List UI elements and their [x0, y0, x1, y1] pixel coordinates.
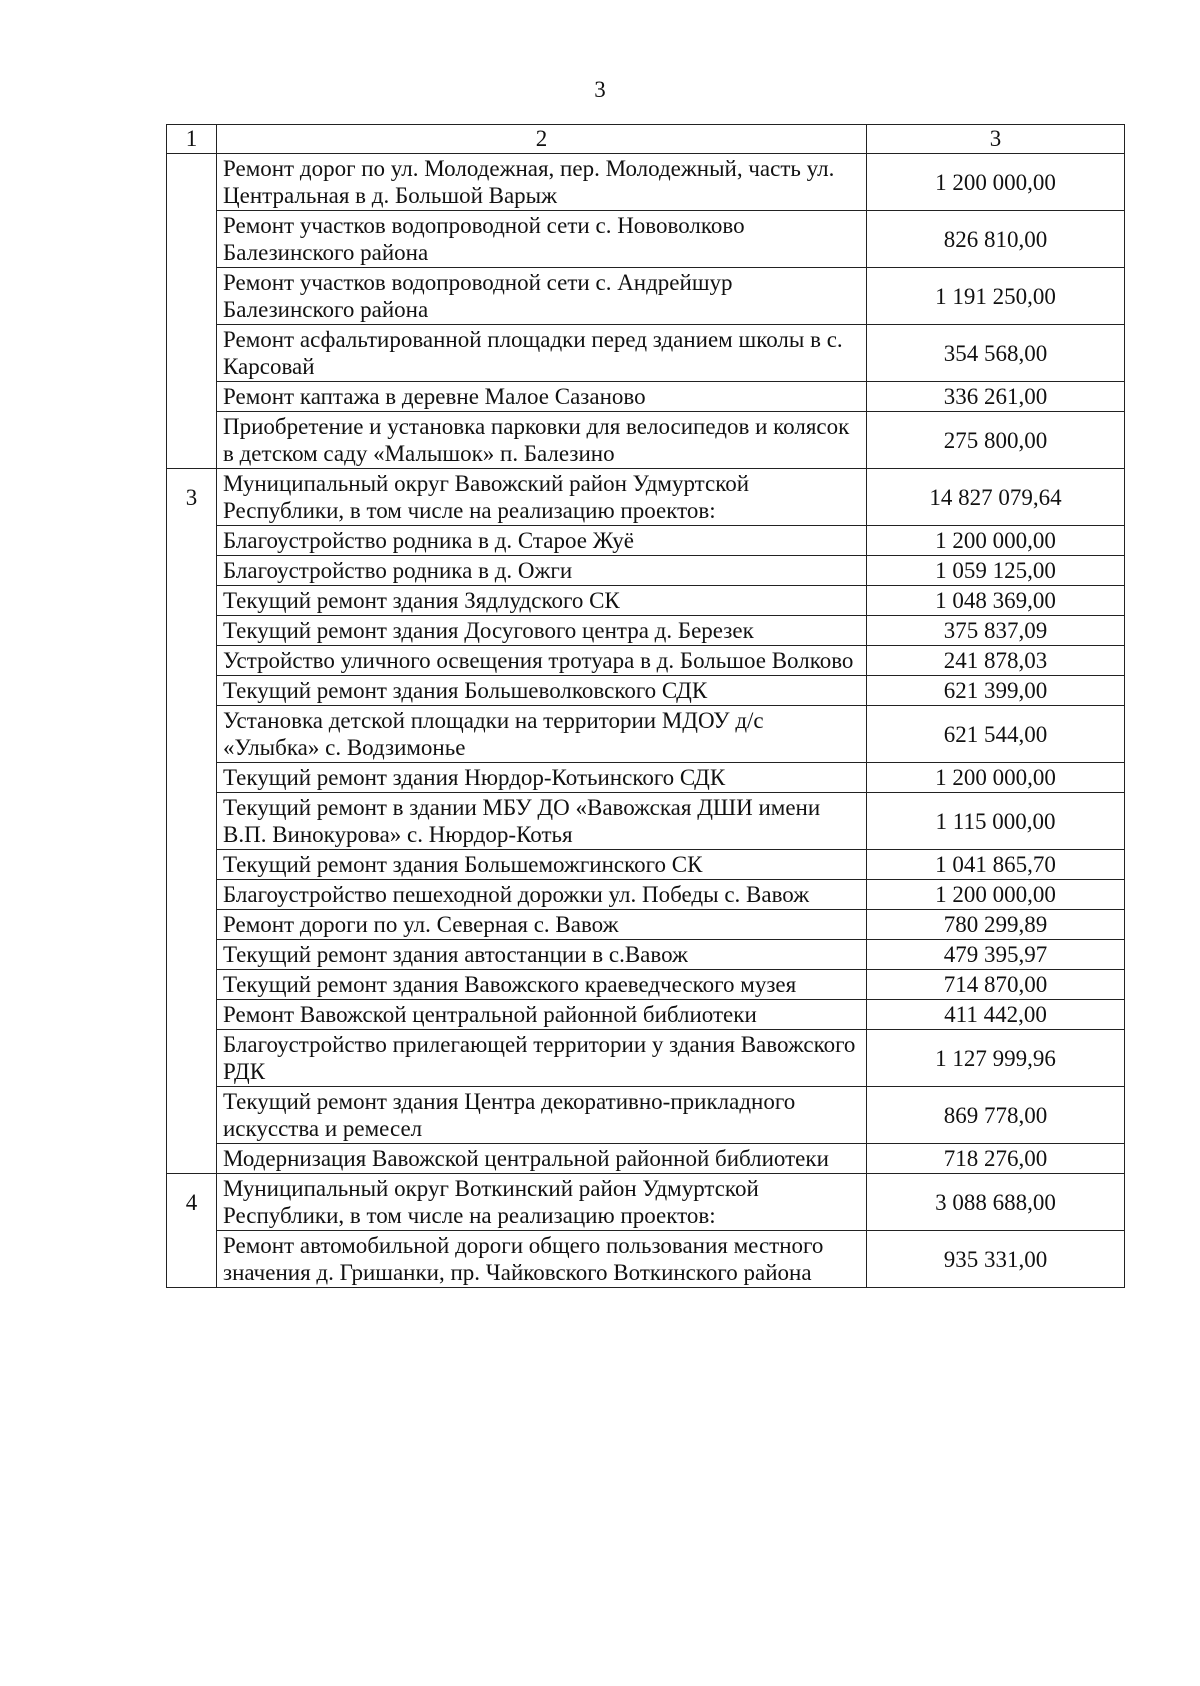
- table-row: [167, 940, 1125, 970]
- table-row: [167, 676, 1125, 706]
- table-row: [167, 586, 1125, 616]
- row-number: [167, 676, 217, 706]
- table-row: [167, 526, 1125, 556]
- column-header-number: 1: [167, 125, 217, 154]
- row-project-name: Ремонт Вавожской центральной районной библиотеки: [217, 1000, 867, 1030]
- row-amount: 1 059 125,00: [867, 556, 1125, 586]
- table-row: [167, 1030, 1125, 1087]
- table-row: [167, 1144, 1125, 1174]
- row-number: 4: [167, 1174, 217, 1231]
- row-project-name: Ремонт каптажа в деревне Малое Сазаново: [217, 382, 867, 412]
- table-row: [167, 1000, 1125, 1030]
- row-project-name: Текущий ремонт здания Вавожского краеведческого музея: [217, 970, 867, 1000]
- row-amount: 621 399,00: [867, 676, 1125, 706]
- row-project-name: Благоустройство прилегающей территории у здания Вавожского РДК: [217, 1030, 867, 1087]
- row-number: [167, 970, 217, 1000]
- row-project-name: Текущий ремонт здания Большеможгинского СК: [217, 850, 867, 880]
- table-row: [167, 763, 1125, 793]
- row-amount: 336 261,00: [867, 382, 1125, 412]
- row-municipality-name: Муниципальный округ Воткинский район Удмуртской Республики, в том числе на реализацию проектов:: [217, 1174, 867, 1231]
- row-amount: 14 827 079,64: [867, 469, 1125, 526]
- row-project-name: Текущий ремонт здания Зядлудского СК: [217, 586, 867, 616]
- row-number: [167, 1030, 217, 1087]
- row-number: [167, 382, 217, 412]
- table-row: [167, 910, 1125, 940]
- row-project-name: Благоустройство родника в д. Ожги: [217, 556, 867, 586]
- row-amount: 780 299,89: [867, 910, 1125, 940]
- row-amount: 354 568,00: [867, 325, 1125, 382]
- row-project-name: Благоустройство родника в д. Старое Жуё: [217, 526, 867, 556]
- table-row: [167, 556, 1125, 586]
- row-number: [167, 850, 217, 880]
- row-project-name: Текущий ремонт здания Досугового центра д. Березек: [217, 616, 867, 646]
- row-amount: 718 276,00: [867, 1144, 1125, 1174]
- column-header-amount: 3: [867, 125, 1125, 154]
- row-number: [167, 412, 217, 469]
- table-row: [167, 154, 1125, 211]
- row-amount: 1 048 369,00: [867, 586, 1125, 616]
- row-number: [167, 154, 217, 211]
- row-project-name: Текущий ремонт в здании МБУ ДО «Вавожская ДШИ имени В.П. Винокурова» с. Нюрдор-Котья: [217, 793, 867, 850]
- row-project-name: Ремонт дороги по ул. Северная с. Вавож: [217, 910, 867, 940]
- row-project-name: Установка детской площадки на территории МДОУ д/с «Улыбка» с. Водзимонье: [217, 706, 867, 763]
- row-number: [167, 940, 217, 970]
- row-project-name: Текущий ремонт здания Большеволковского СДК: [217, 676, 867, 706]
- row-amount: 826 810,00: [867, 211, 1125, 268]
- table-row: [167, 412, 1125, 469]
- row-project-name: Благоустройство пешеходной дорожки ул. Победы с. Вавож: [217, 880, 867, 910]
- page-number: 3: [594, 77, 606, 102]
- row-number: [167, 526, 217, 556]
- table-row: [167, 850, 1125, 880]
- row-amount: 479 395,97: [867, 940, 1125, 970]
- row-project-name: Устройство уличного освещения тротуара в д. Большое Волково: [217, 646, 867, 676]
- row-amount: 1 191 250,00: [867, 268, 1125, 325]
- row-number: [167, 211, 217, 268]
- table-row: [167, 1087, 1125, 1144]
- table-row: [167, 616, 1125, 646]
- row-number: [167, 793, 217, 850]
- row-amount: 869 778,00: [867, 1087, 1125, 1144]
- row-amount: 1 115 000,00: [867, 793, 1125, 850]
- row-amount: 1 200 000,00: [867, 154, 1125, 211]
- funding-table: [166, 124, 1125, 1288]
- row-number: [167, 1144, 217, 1174]
- row-number: [167, 763, 217, 793]
- row-number: [167, 646, 217, 676]
- row-project-name: Текущий ремонт здания Нюрдор-Котьинского СДК: [217, 763, 867, 793]
- row-amount: 935 331,00: [867, 1231, 1125, 1288]
- table-row: [167, 211, 1125, 268]
- row-number: [167, 268, 217, 325]
- row-number: [167, 1087, 217, 1144]
- row-number: [167, 325, 217, 382]
- row-project-name: Ремонт участков водопроводной сети с. Андрейшур Балезинского района: [217, 268, 867, 325]
- row-number: [167, 910, 217, 940]
- table-header-row: [167, 125, 1125, 154]
- row-project-name: Текущий ремонт здания Центра декоративно-прикладного искусства и ремесел: [217, 1087, 867, 1144]
- table-row: [167, 793, 1125, 850]
- table-row: [167, 646, 1125, 676]
- column-header-name: 2: [217, 125, 867, 154]
- table-row: [167, 382, 1125, 412]
- table-row: [167, 706, 1125, 763]
- row-number: [167, 1231, 217, 1288]
- row-project-name: Ремонт участков водопроводной сети с. Нововолково Балезинского района: [217, 211, 867, 268]
- row-amount: 375 837,09: [867, 616, 1125, 646]
- table-row: [167, 880, 1125, 910]
- row-project-name: Ремонт асфальтированной площадки перед зданием школы в с. Карсовай: [217, 325, 867, 382]
- row-number: [167, 706, 217, 763]
- row-amount: 3 088 688,00: [867, 1174, 1125, 1231]
- row-project-name: Модернизация Вавожской центральной районной библиотеки: [217, 1144, 867, 1174]
- row-amount: 1 200 000,00: [867, 526, 1125, 556]
- row-municipality-name: Муниципальный округ Вавожский район Удмуртской Республики, в том числе на реализацию проектов:: [217, 469, 867, 526]
- row-amount: 621 544,00: [867, 706, 1125, 763]
- row-amount: 1 127 999,96: [867, 1030, 1125, 1087]
- row-amount: 275 800,00: [867, 412, 1125, 469]
- row-project-name: Ремонт автомобильной дороги общего пользования местного значения д. Гришанки, пр. Чайковского Воткинского района: [217, 1231, 867, 1288]
- row-number: [167, 616, 217, 646]
- table-row: [167, 268, 1125, 325]
- row-project-name: Текущий ремонт здания автостанции в с.Вавож: [217, 940, 867, 970]
- table-row: [167, 325, 1125, 382]
- row-number: [167, 586, 217, 616]
- row-amount: 1 200 000,00: [867, 880, 1125, 910]
- table-row: [167, 970, 1125, 1000]
- row-number: [167, 880, 217, 910]
- table-row-municipality: [167, 1174, 1125, 1231]
- row-amount: 714 870,00: [867, 970, 1125, 1000]
- row-amount: 241 878,03: [867, 646, 1125, 676]
- row-project-name: Приобретение и установка парковки для велосипедов и колясок в детском саду «Малышок» п. Балезино: [217, 412, 867, 469]
- table-row-municipality: [167, 469, 1125, 526]
- table-row: [167, 1231, 1125, 1288]
- row-project-name: Ремонт дорог по ул. Молодежная, пер. Молодежный, часть ул. Центральная в д. Большой Варыж: [217, 154, 867, 211]
- row-amount: 1 041 865,70: [867, 850, 1125, 880]
- row-number: [167, 556, 217, 586]
- row-number: [167, 1000, 217, 1030]
- row-amount: 1 200 000,00: [867, 763, 1125, 793]
- row-number: 3: [167, 469, 217, 526]
- row-amount: 411 442,00: [867, 1000, 1125, 1030]
